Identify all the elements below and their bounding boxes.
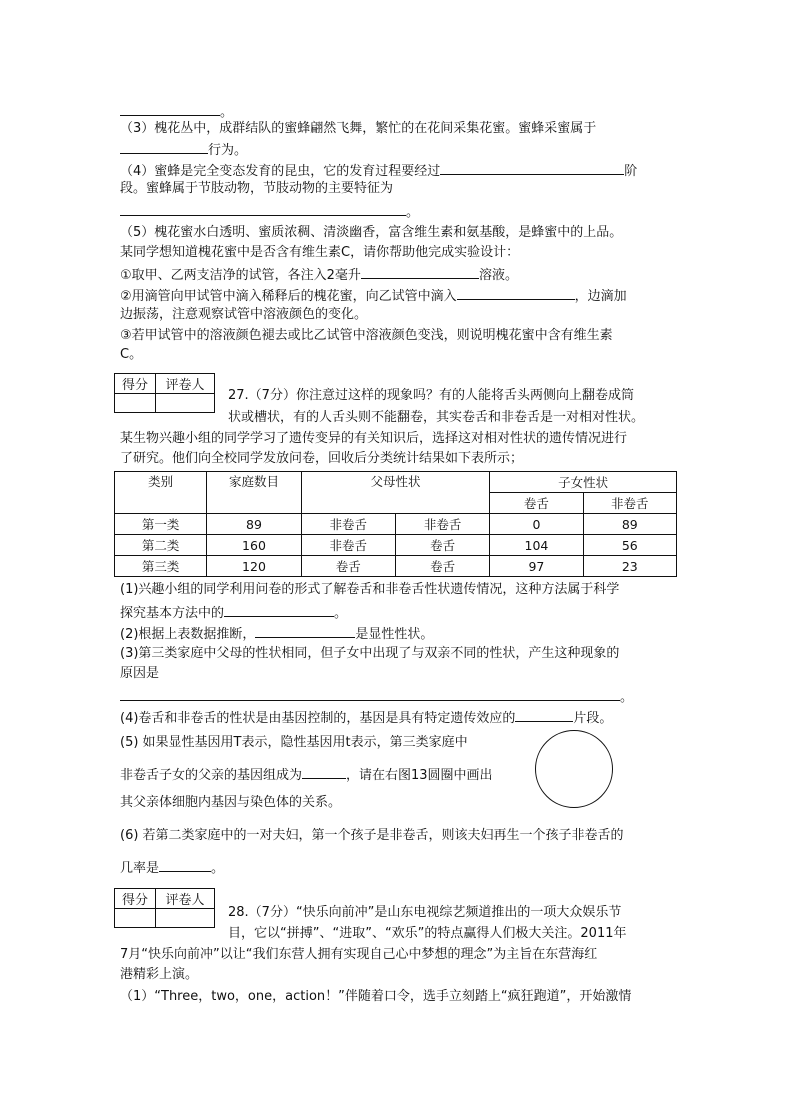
- header-parents: 父母性状: [301, 472, 490, 514]
- q26-part4-line3: 。: [120, 201, 419, 222]
- header-category: 类别: [115, 472, 207, 514]
- grader-cell[interactable]: [156, 394, 215, 413]
- q27-sub2: (2)根据上表数据推断， 是显性性状。: [120, 623, 433, 644]
- table-row: 第一类 89 非卷舌 非卷舌 0 89: [115, 514, 677, 535]
- q27-sub3-line3: 。: [120, 686, 633, 707]
- q28-line5: （1）“Three，two，one，action！”伴随着口令，选手立刻踏上“疯狂跑道”，开始激情: [120, 989, 632, 1004]
- answer-blank[interactable]: [457, 285, 575, 300]
- q27-sub1-line2: 探究基本方法中的 。: [120, 602, 347, 623]
- score-cell[interactable]: [115, 394, 156, 413]
- q28-line4: 港精彩上演。: [120, 967, 199, 982]
- q26-part4-line2: 段。蜜蜂属于节肢动物，节肢动物的主要特征为: [120, 181, 394, 196]
- q26-step1: ①取甲、乙两支洁净的试管，各注入2毫升 溶液。: [120, 264, 518, 285]
- answer-blank[interactable]: [120, 201, 406, 216]
- grader-label: 评卷人: [156, 889, 215, 909]
- q28-line1: 28.（7分）“快乐向前冲”是山东电视综艺频道推出的一项大众娱乐节: [228, 905, 622, 920]
- answer-blank[interactable]: [120, 101, 220, 116]
- answer-blank[interactable]: [159, 857, 211, 872]
- answer-blank[interactable]: [120, 686, 620, 701]
- answer-blank[interactable]: [120, 139, 208, 154]
- score-box: [114, 373, 215, 413]
- q28-line3: 7月“快乐向前冲”以让“我们东营人拥有实现自己心中梦想的理念”为主旨在东营海红: [120, 947, 598, 962]
- score-label: 得分: [115, 889, 156, 909]
- grader-label: 评卷人: [156, 374, 215, 394]
- q27-sub3-line2: 原因是: [120, 666, 160, 681]
- table-row: 第三类 120 卷舌 卷舌 97 23: [115, 556, 677, 577]
- q27-intro-line2: 状或槽状，有的人舌头则不能翻卷，其实卷舌和非卷舌是一对相对性状。: [228, 410, 645, 425]
- score-cell[interactable]: [115, 909, 156, 928]
- q27-intro-line1: 27.（7分）你注意过这样的现象吗？有的人能将舌头两侧向上翻卷成筒: [228, 388, 634, 403]
- q26-part4-line1: （4）蜜蜂是完全变态发育的昆虫，它的发育过程要经过 阶: [120, 160, 637, 181]
- q27-sub6-line2: 几率是 。: [120, 857, 224, 878]
- q26-step2: ②用滴管向甲试管中滴入稀释后的槐花蜜，向乙试管中滴入 ，边滴加: [120, 285, 627, 306]
- q26-part5-line2: 某同学想知道槐花蜜中是否含有维生素C，请你帮助他完成实验设计：: [120, 245, 520, 260]
- answer-blank[interactable]: [361, 264, 479, 279]
- table-row: 第二类 160 非卷舌 卷舌 104 56: [115, 535, 677, 556]
- header-child-nonroll: 非卷舌: [583, 493, 676, 514]
- q26-step3-line2: C。: [120, 347, 143, 362]
- score-label: 得分: [115, 374, 156, 394]
- answer-blank[interactable]: [515, 707, 573, 722]
- q27-intro-line3: 某生物兴趣小组的同学学习了遗传变异的有关知识后，选择这对相对性状的遗传情况进行: [120, 431, 628, 446]
- answer-blank[interactable]: [302, 764, 346, 779]
- q27-intro-line4: 了研究。他们向全校同学发放问卷，回收后分类统计结果如下表所示；: [120, 451, 524, 466]
- header-children: 子女性状: [490, 472, 677, 493]
- answer-blank[interactable]: [440, 160, 624, 175]
- q27-sub5-line1: (5) 如果显性基因用T表示，隐性基因用t表示，第三类家庭中: [120, 735, 468, 750]
- q26-part3-line2: 行为。: [120, 139, 247, 160]
- q26-step3-line1: ③若甲试管中的溶液颜色褪去或比乙试管中溶液颜色变浅，则说明槐花蜜中含有维生素: [120, 328, 613, 343]
- header-families: 家庭数目: [207, 472, 301, 514]
- header-child-roll: 卷舌: [490, 493, 583, 514]
- answer-blank[interactable]: [224, 602, 334, 617]
- q27-sub5-line2: 非卷舌子女的父亲的基因组成为 ，请在右图13圆圈中画出: [120, 764, 493, 785]
- q26-step2-line2: 边振荡，注意观察试管中溶液颜色的变化。: [120, 307, 368, 322]
- figure-13-circle[interactable]: [535, 730, 613, 808]
- q27-sub3-line1: (3)第三类家庭中父母的性状相同，但子女中出现了与双亲不同的性状，产生这种现象的: [120, 646, 620, 661]
- q26-part5-line1: （5）槐花蜜水白透明、蜜质浓稠、清淡幽香，富含维生素和氨基酸，是蜂蜜中的上品。: [120, 225, 623, 240]
- q26-answer-line-2: [120, 101, 233, 122]
- q27-sub6-line1: (6) 若第二类家庭中的一对夫妇，第一个孩子是非卷舌，则该夫妇再生一个孩子非卷舌的: [120, 828, 624, 843]
- q27-sub4: (4)卷舌和非卷舌的性状是由基因控制的，基因是具有特定遗传效应的 片段。: [120, 707, 612, 728]
- q26-part3-line1: （3）槐花丛中，成群结队的蜜蜂翩然飞舞，繁忙的在花间采集花蜜。蜜蜂采蜜属于: [120, 121, 597, 136]
- grader-cell[interactable]: [156, 909, 215, 928]
- answer-blank[interactable]: [255, 623, 355, 638]
- genetics-survey-table: [114, 471, 677, 577]
- q27-sub5-line3: 其父亲体细胞内基因与染色体的关系。: [120, 795, 342, 810]
- q28-line2: 目，它以“拼搏”、“进取”、“欢乐”的特点赢得人们极大关注。2011年: [228, 926, 627, 941]
- end-mark: 。: [220, 105, 234, 120]
- score-box: [114, 888, 215, 928]
- q27-sub1-line1: (1)兴趣小组的同学利用问卷的形式了解卷舌和非卷舌性状遗传情况，这种方法属于科学: [120, 582, 620, 597]
